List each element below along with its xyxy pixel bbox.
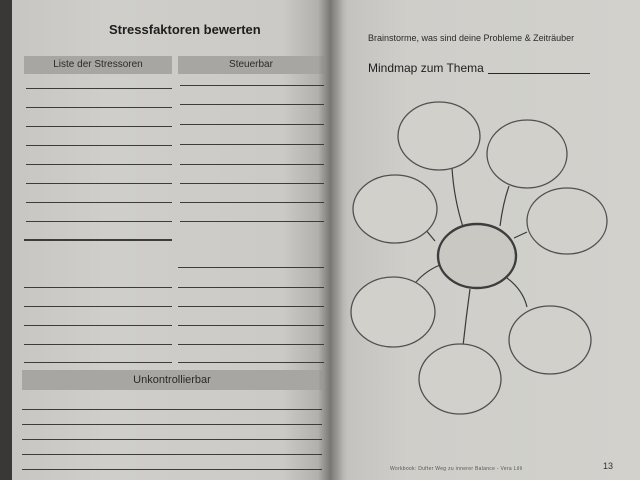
- uncontrollable-header: Unkontrollierbar: [22, 370, 322, 390]
- mindmap-bubble[interactable]: [509, 306, 591, 374]
- mindmap-bubble[interactable]: [353, 175, 437, 243]
- stressors-column-header: Liste der Stressoren: [24, 56, 172, 74]
- write-line[interactable]: [180, 124, 324, 125]
- write-line[interactable]: [26, 221, 172, 222]
- write-line[interactable]: [22, 409, 322, 410]
- controllable-column-header: Steuerbar: [178, 56, 324, 74]
- write-line[interactable]: [26, 183, 172, 184]
- write-line[interactable]: [180, 104, 324, 105]
- write-line[interactable]: [178, 306, 324, 307]
- connector-line: [452, 168, 463, 227]
- write-line[interactable]: [26, 164, 172, 165]
- write-line[interactable]: [22, 454, 322, 455]
- mindmap-bubble[interactable]: [487, 120, 567, 188]
- connector-line: [500, 186, 509, 226]
- write-line[interactable]: [26, 202, 172, 203]
- write-line[interactable]: [24, 287, 172, 288]
- write-line[interactable]: [180, 164, 324, 165]
- write-line[interactable]: [26, 88, 172, 89]
- connector-line: [507, 278, 527, 307]
- page-number: 13: [603, 461, 614, 471]
- write-line[interactable]: [178, 344, 324, 345]
- write-line[interactable]: [180, 85, 324, 86]
- mindmap-diagram: [330, 0, 640, 480]
- write-line[interactable]: [26, 145, 172, 146]
- mindmap-title: Mindmap zum Thema: [368, 61, 484, 75]
- mindmap-bubble[interactable]: [419, 344, 501, 414]
- page-footer: Workbook: Dufter Weg zu innerer Balance - Vera Lilli: [390, 466, 523, 472]
- write-line[interactable]: [24, 344, 172, 345]
- write-line[interactable]: [24, 325, 172, 326]
- write-line[interactable]: [178, 325, 324, 326]
- write-line[interactable]: [26, 107, 172, 108]
- write-line[interactable]: [180, 144, 324, 145]
- write-line[interactable]: [22, 439, 322, 440]
- write-line[interactable]: [178, 362, 324, 363]
- center-bubble[interactable]: [438, 224, 516, 288]
- mindmap-bubble[interactable]: [398, 102, 480, 170]
- write-line[interactable]: [24, 362, 172, 363]
- write-line[interactable]: [22, 424, 322, 425]
- write-line[interactable]: [22, 469, 322, 470]
- write-line[interactable]: [26, 126, 172, 127]
- page-title: Stressfaktoren bewerten: [109, 22, 261, 37]
- mindmap-bubble[interactable]: [527, 188, 607, 254]
- write-line[interactable]: [180, 221, 324, 222]
- write-line[interactable]: [180, 202, 324, 203]
- write-line[interactable]: [178, 267, 324, 268]
- write-line[interactable]: [24, 239, 172, 241]
- write-line[interactable]: [24, 306, 172, 307]
- write-line[interactable]: [178, 287, 324, 288]
- connector-line: [514, 232, 527, 238]
- left-page: [12, 0, 330, 480]
- connector-line: [463, 289, 470, 346]
- write-line[interactable]: [180, 183, 324, 184]
- mindmap-bubble[interactable]: [351, 277, 435, 347]
- page-header: Brainstorme, was sind deine Probleme & Zeiträuber: [368, 33, 575, 43]
- right-page: [330, 0, 640, 480]
